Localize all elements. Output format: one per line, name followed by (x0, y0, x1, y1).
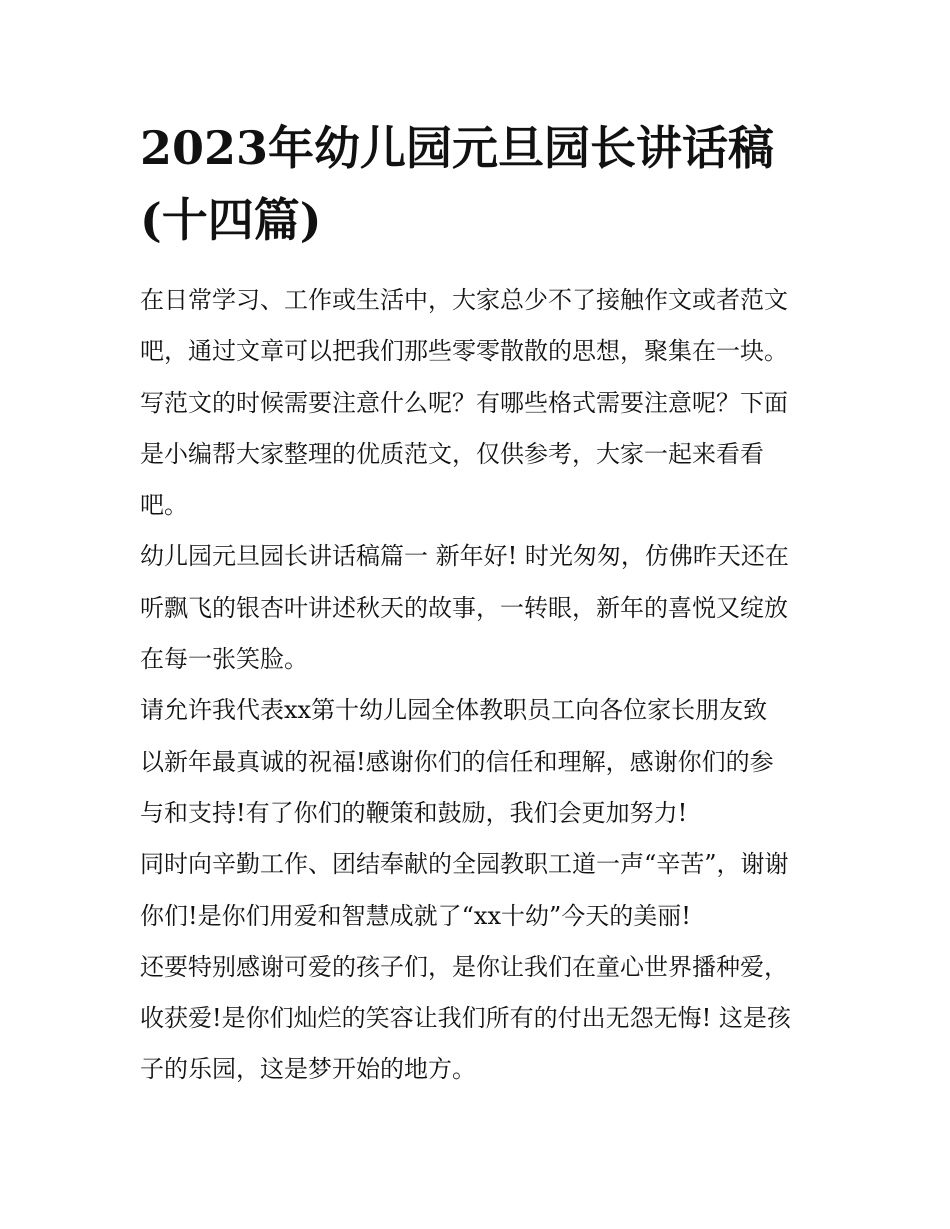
body-line: 以新年最真诚的祝福!感谢你们的信任和理解，感谢你们的参 (140, 747, 774, 776)
body-line: 子的乐园，这是梦开始的地方。 (140, 1055, 476, 1084)
body-line: 写范文的时候需要注意什么呢？有哪些格式需要注意呢？下面 (140, 388, 788, 417)
body-line: 与和支持!有了你们的鞭策和鼓励，我们会更加努力! (140, 798, 688, 827)
body-line: 是小编帮大家整理的优质范文，仅供参考，大家一起来看看 (140, 439, 764, 468)
body-line: 在每一张笑脸。 (140, 645, 308, 674)
body-line: 吧。 (140, 491, 188, 520)
document-title (140, 112, 820, 256)
body-line: 还要特别感谢可爱的孩子们，是你让我们在童心世界播种爱， (140, 952, 788, 981)
body-line: 吧，通过文章可以把我们那些零零散散的思想，聚集在一块。 (140, 337, 788, 366)
body-line: 请允许我代表xx第十幼儿园全体教职员工向各位家长朋友致 (140, 696, 768, 725)
body-line: 在日常学习、工作或生活中，大家总少不了接触作文或者范文 (140, 286, 788, 314)
title-line-2: (十四篇) (140, 193, 322, 247)
body-line: 收获爱!是你们灿烂的笑容让我们所有的付出无怨无悔! 这是孩 (140, 1004, 791, 1033)
body-line: 听飘飞的银杏叶讲述秋天的故事，一转眼，新年的喜悦又绽放 (140, 593, 788, 622)
body-line: 你们!是你们用爱和智慧成就了“xx十幼”今天的美丽! (140, 901, 691, 930)
title-line-1: 2023年幼儿园元旦园长讲话稿 (140, 121, 775, 175)
body-line: 幼儿园元旦园长讲话稿篇一 新年好! 时光匆匆，仿佛昨天还在 (140, 542, 789, 571)
body-line: 同时向辛勤工作、团结奉献的全园教职工道一声“辛苦”，谢谢 (140, 850, 789, 879)
document-body (140, 275, 830, 1096)
